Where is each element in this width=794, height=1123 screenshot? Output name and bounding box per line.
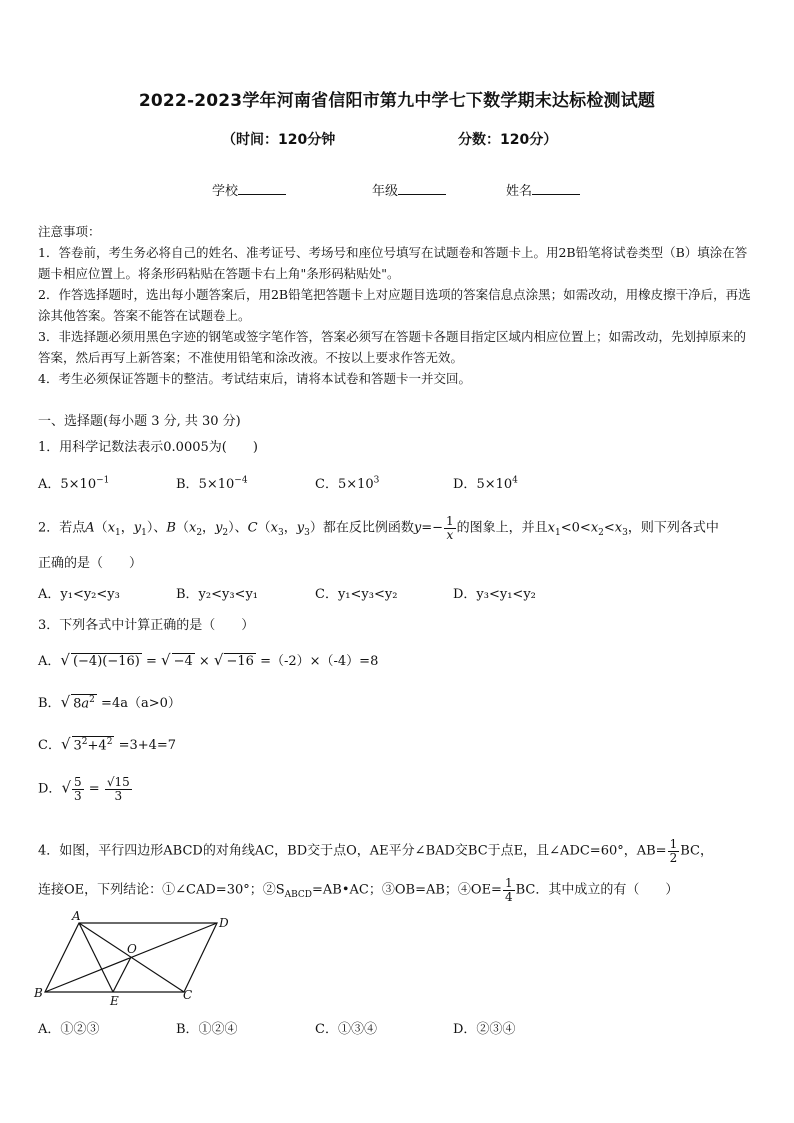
q2-option-c: C．y₁<y₃<y₂: [315, 587, 398, 602]
question-2-stem: 2．若点$A(x_1$，$y_1$）、$B(x_2$，$y_2$）、$C(x_3$，$y_3$）都在反比例函数y=− $\frac{1}{x}$ 的图象上，并且$x_1<0<x_2<x_3$，则下列各式中: [38, 514, 719, 542]
q3-option-b: B．√ $8a^2 =4a(a>0)$: [38, 693, 181, 711]
q4-sub: ABCD: [284, 890, 313, 901]
option-exp: −1: [96, 475, 110, 486]
segment-ae: [79, 923, 113, 992]
q2-text: 的图象上，并且: [456, 520, 548, 536]
q4-text: 连接OE，下列结论：①∠CAD=30°；②S: [38, 882, 285, 898]
option-label: A．: [38, 477, 61, 492]
option-base: 5×10: [60, 477, 97, 492]
option-label: C．: [315, 477, 338, 492]
q4-option-d: D．②③④: [453, 1022, 516, 1037]
label-c: C: [183, 988, 193, 1002]
notice: [38, 221, 758, 389]
q3-b-tail: =4a（a>0）: [101, 696, 181, 711]
section-heading: 一、选择题(每小题 3 分, 共 30 分): [38, 414, 241, 429]
school-label: 学校: [212, 184, 239, 199]
option-label: D．: [453, 477, 477, 492]
q3-option-d: D．√ $\frac{5}{3}$ = $\frac{√15}{3}$: [38, 775, 130, 803]
label-a: A: [72, 909, 81, 923]
name-label: 姓名: [506, 184, 533, 199]
name-field: [506, 180, 580, 199]
q2-option-a: A．y₁<y₂<y₃: [38, 587, 120, 602]
q3-option-a: A．√ (−4)(−16) = √ −4 × √ −16 =（-2）×（-4）=8: [38, 651, 379, 669]
q2-text: 都在反比例函数: [322, 520, 414, 536]
q4-option-a: A．①②③: [38, 1022, 100, 1037]
notice-item: 1．答卷前，考生务必将自己的姓名、准考证号、考场号和座位号填写在试题卷和答题卡上。用2B铅笔将试卷类型（B）填涂在答题卡相应位置上。将条形码粘贴在答题卡右上角"条形码粘贴处"。: [38, 245, 748, 281]
total-score: 分数：120分）: [458, 132, 558, 148]
q2-text: ，则下列各式中: [627, 520, 719, 536]
school-blank: [238, 182, 286, 195]
q2-option-b: B．y₂<y₃<y₁: [176, 587, 259, 602]
option-exp: 3: [373, 475, 380, 486]
page-title: 2022-2023学年河南省信阳市第九中学七下数学期末达标检测试题: [138, 91, 656, 111]
grade-blank: [398, 182, 446, 195]
option-exp: 4: [512, 475, 518, 486]
q4-option-c: C．①③④: [315, 1022, 377, 1037]
question-1-stem: 1．用科学记数法表示0.0005为( ): [38, 440, 258, 455]
school-field: [212, 180, 286, 199]
label-d: D: [219, 916, 229, 930]
option-base: 5×10: [337, 477, 374, 492]
question-3-stem: 3．下列各式中计算正确的是（ ）: [38, 618, 255, 633]
question-4-stem-line2: 连接OE，下列结论：①∠CAD=30°；$②S_{ABCD}=AB•AC$；③OB=AB；④OE= $\frac{1}{4}$ BC．其中成立的有（ ）: [38, 876, 679, 904]
q3-c-tail: =3+4=7: [118, 738, 177, 753]
option-base: 5×10: [198, 477, 235, 492]
question-4-stem-line1: 4．如图，平行四边形ABCD的对角线AC，BD交于点O，AE平分∠BAD交BC于点E，且∠ADC=60°，AB= $\frac{1}{2}$ BC，: [38, 837, 713, 865]
notice-item: 2．作答选择题时，选出每小题答案后，用2B铅笔把答题卡上对应题目选项的答案信息点涂黑；如需改动，用橡皮擦干净后，再选涂其他答案。答案不能答在试题卷上。: [38, 287, 751, 323]
label-o: O: [127, 942, 137, 956]
q2-text: 2．若点: [38, 520, 86, 536]
q3-a-tail: =（-2）×（-4）=8: [260, 654, 379, 669]
notice-heading: 注意事项：: [38, 224, 101, 239]
name-blank: [532, 182, 580, 195]
q3-option-c: C．√ $3^2+4^2 =3+4=7$: [38, 735, 177, 753]
notice-item: 4．考生必须保证答题卡的整洁。考试结束后，请将本试卷和答题卡一并交回。: [38, 371, 471, 386]
label-b: B: [34, 986, 43, 1000]
q4-text: 4．如图，平行四边形ABCD的对角线AC，BD交于点O，AE平分∠BAD交BC于点E，且∠ADC=60°，AB=: [38, 843, 667, 859]
option-exp: −4: [234, 475, 248, 486]
q4-option-b: B．①②④: [176, 1022, 238, 1037]
q1-option-c: [315, 473, 379, 492]
grade-field: [372, 180, 446, 199]
q4-text: =AB•AC；③OB=AB；④OE=: [312, 882, 502, 898]
q4-text: BC．其中成立的有（ ）: [515, 882, 679, 898]
q1-option-a: [38, 473, 109, 492]
question-2-line2: 正确的是（ ）: [38, 556, 143, 571]
label-e: E: [110, 994, 119, 1008]
q2-option-d: D．y₃<y₁<y₂: [453, 587, 536, 602]
q1-option-b: [176, 473, 248, 492]
parallelogram-figure: [30, 905, 240, 1010]
q4-text: BC，: [680, 843, 713, 859]
q1-option-d: [453, 473, 518, 492]
time-limit: （时间：120分钟: [222, 132, 336, 148]
option-label: B．: [176, 477, 199, 492]
notice-item: 3．非选择题必须用黑色字迹的钢笔或签字笔作答，答案必须写在答题卡各题目指定区域内相应位置上；如需改动，先划掉原来的答案，然后再写上新答案；不准使用铅笔和涂改液。不按以上要求作答无效。: [38, 329, 746, 365]
grade-label: 年级: [372, 184, 399, 199]
segment-oe: [113, 957, 131, 992]
option-base: 5×10: [476, 477, 513, 492]
